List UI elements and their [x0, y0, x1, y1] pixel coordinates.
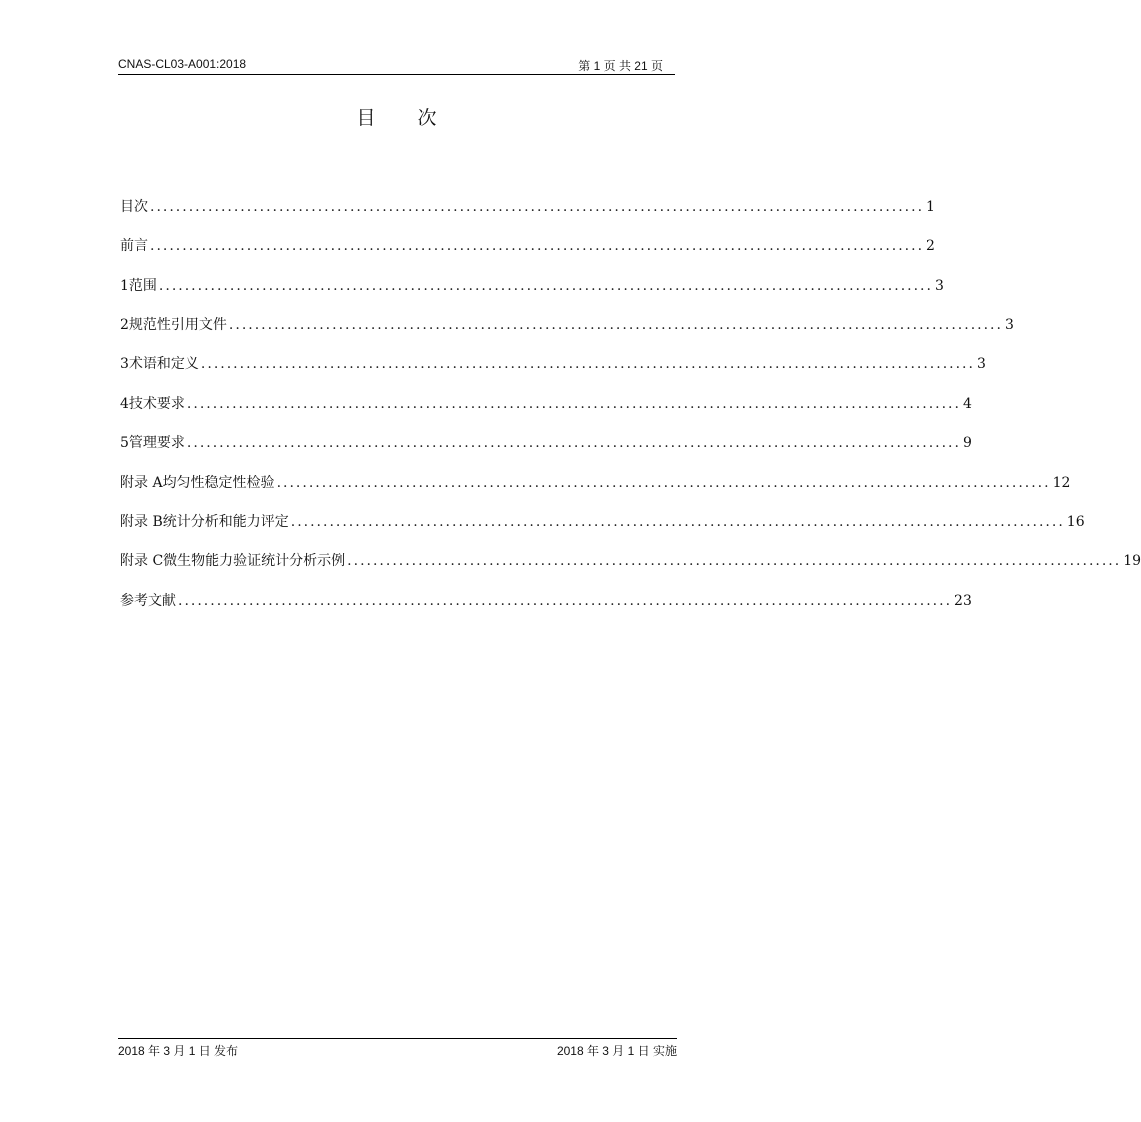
toc-leader-dots: ........................................................................................................................	[200, 356, 975, 372]
toc-entry-number: 3	[120, 356, 129, 372]
effective-date: 2018 年 3 月 1 日 实施	[556, 1044, 677, 1058]
toc-leader-dots: ........................................................................................................................	[178, 593, 953, 609]
toc-leader-dots: ........................................................................................................................	[347, 553, 1122, 569]
toc-entry-number: 1	[120, 278, 129, 294]
toc-entry-page: 12	[1052, 475, 1071, 491]
toc-entry-annex-b[interactable]	[120, 511, 1085, 535]
document-code: CNAS-CL03-A001:2018	[118, 57, 247, 71]
toc-entry-label: 技术要求	[128, 396, 185, 412]
toc-entry-number: 附录 B	[120, 514, 163, 530]
toc-leader-dots: ........................................................................................................................	[186, 396, 961, 412]
toc-entry-label: 参考文献	[120, 593, 176, 609]
toc-entry-page: 4	[962, 396, 972, 412]
page-footer	[118, 1038, 677, 1059]
toc-entry-foreword[interactable]	[120, 235, 935, 259]
toc-entry-technical-requirements[interactable]	[120, 393, 972, 417]
toc-entry-label: 规范性引用文件	[128, 317, 227, 333]
toc-entry-number: 4	[120, 396, 129, 412]
toc-entry-label: 前言	[120, 238, 148, 254]
toc-entry-terms-definitions[interactable]	[120, 353, 986, 377]
toc-entry-number: 附录 C	[120, 553, 164, 569]
page-title: 目 次	[356, 107, 455, 129]
page-number-info: 第 1 页 共 21 页	[578, 59, 663, 73]
page-header	[118, 56, 675, 75]
toc-entry-label: 管理要求	[128, 435, 185, 451]
toc-entry-number: 附录 A	[120, 475, 163, 491]
toc-entry-label: 术语和定义	[128, 356, 199, 372]
toc-entry-scope[interactable]	[120, 275, 944, 299]
toc-entry-page: 1	[926, 199, 935, 215]
toc-entry-label: 目次	[120, 199, 148, 215]
toc-entry-label: 范围	[128, 278, 157, 294]
toc-entry-number: 5	[120, 435, 129, 451]
toc-entry-page: 2	[926, 238, 935, 254]
toc-entry-normative-references[interactable]	[120, 314, 1014, 338]
issue-date: 2018 年 3 月 1 日 发布	[118, 1044, 239, 1058]
toc-entry-bibliography[interactable]	[120, 590, 972, 614]
toc-entry-page: 3	[934, 278, 944, 294]
toc-leader-dots: ........................................................................................................................	[290, 514, 1065, 530]
toc-entry-annex-a[interactable]	[120, 472, 1071, 496]
toc-leader-dots: ........................................................................................................................	[186, 435, 961, 451]
toc-entry-number: 2	[120, 317, 129, 333]
toc-entry-page: 3	[1004, 317, 1014, 333]
toc-entry-management-requirements[interactable]	[120, 432, 972, 456]
toc-entry-page: 16	[1066, 514, 1085, 530]
toc-entry-annex-c[interactable]	[120, 550, 1141, 574]
toc-leader-dots: ........................................................................................................................	[150, 199, 925, 215]
toc-entry-page: 3	[976, 356, 986, 372]
toc-entry-page: 19	[1123, 553, 1141, 569]
toc-leader-dots: ........................................................................................................................	[276, 475, 1051, 491]
toc-entry-label: 微生物能力验证统计分析示例	[163, 553, 346, 569]
toc-entry-page: 9	[962, 435, 972, 451]
toc-leader-dots: ........................................................................................................................	[228, 317, 1003, 333]
toc-entry-label: 统计分析和能力评定	[162, 514, 289, 530]
toc-entry-contents[interactable]	[120, 196, 935, 220]
toc-leader-dots: ........................................................................................................................	[158, 278, 933, 294]
toc-leader-dots: ........................................................................................................................	[150, 238, 925, 254]
toc-entry-label: 均匀性稳定性检验	[162, 475, 275, 491]
toc-entry-page: 23	[954, 593, 972, 609]
